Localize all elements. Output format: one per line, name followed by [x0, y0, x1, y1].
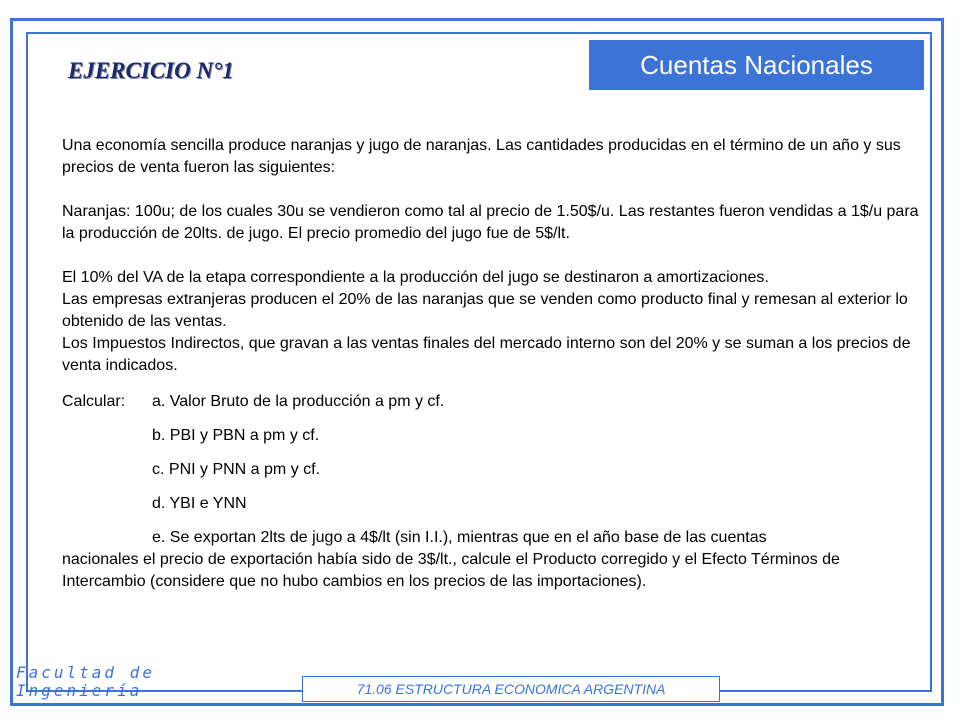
- header-title: Cuentas Nacionales: [589, 40, 924, 90]
- calculate-item-e: [62, 527, 922, 593]
- paragraph-foreign-firms: Las empresas extranjeras producen el 20% de las naranjas que se venden como producto final y remesan al exterior lo obtenido de las ventas.: [62, 291, 908, 330]
- exercise-title: EJERCICIO N°1: [68, 58, 234, 83]
- calculate-section: [62, 391, 922, 593]
- calculate-item-e-continuation: nacionales el precio de exportación había sido de 3$/lt., calcule el Producto corregido y el Efecto Términos de Intercambio (considere que no hubo cambios en los precios de las importaciones).: [62, 551, 840, 590]
- course-footer: 71.06 ESTRUCTURA ECONOMICA ARGENTINA: [302, 676, 720, 702]
- faculty-logo-line1: Facultad de: [16, 663, 155, 682]
- calculate-item-a: a. Valor Bruto de la producción a pm y cf.: [152, 393, 445, 410]
- calculate-item-b: b. PBI y PBN a pm y cf.: [152, 427, 320, 444]
- paragraph-indirect-taxes: Los Impuestos Indirectos, que gravan a las ventas finales del mercado interno son del 20% y se suman a los precios de venta indicados.: [62, 335, 911, 374]
- faculty-logo: [16, 664, 206, 700]
- calculate-label: Calcular:: [62, 393, 126, 410]
- exercise-body: [62, 135, 922, 593]
- calculate-item-c: c. PNI y PNN a pm y cf.: [152, 461, 321, 478]
- faculty-logo-line2: Ingeniería: [16, 681, 143, 700]
- calculate-item-e-first-line: e. Se exportan 2lts de jugo a 4$/lt (sin I.I.), mientras que en el año base de las cuentas: [152, 529, 767, 546]
- paragraph-intro: Una economía sencilla produce naranjas y jugo de naranjas. Las cantidades producidas en el término de un año y sus precios de venta fueron las siguientes:: [62, 137, 901, 176]
- calculate-item-d: d. YBI e YNN: [152, 495, 247, 512]
- paragraph-amortization: El 10% del VA de la etapa correspondiente a la producción del jugo se destinaron a amortizaciones.: [62, 269, 769, 286]
- paragraph-oranges: Naranjas: 100u; de los cuales 30u se vendieron como tal al precio de 1.50$/u. Las restantes fueron vendidas a 1$/u para la producción de 20lts. de jugo. El precio promedio del jugo fue de 5$/lt.: [62, 203, 919, 242]
